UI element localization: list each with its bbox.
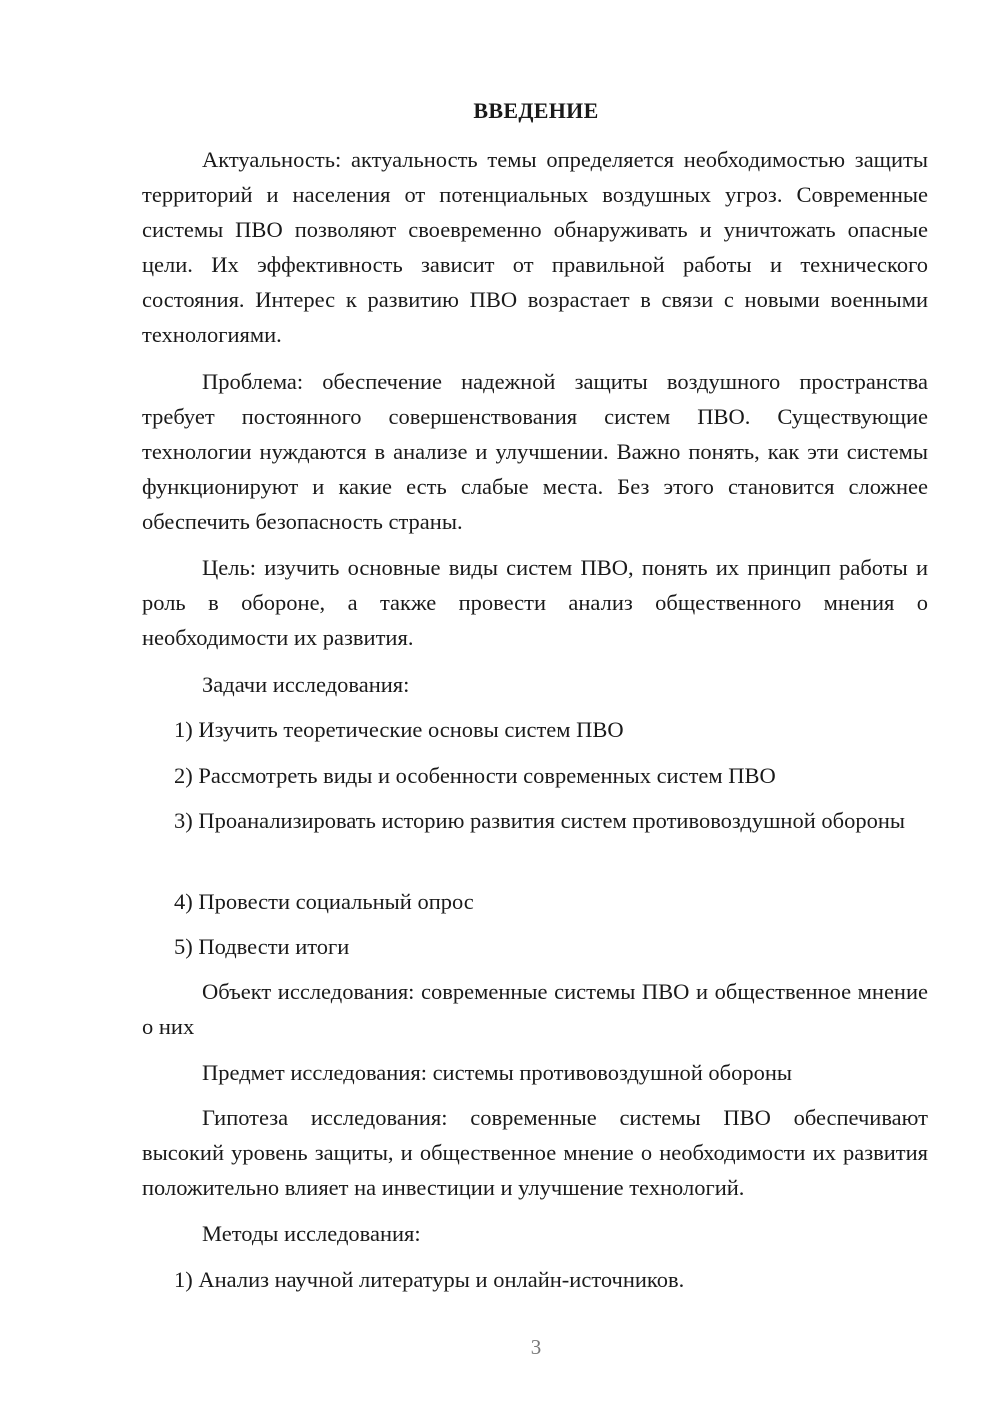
subject-paragraph: Предмет исследования: системы противовоздушной обороны bbox=[202, 1060, 793, 1085]
problem-paragraph: Проблема: обеспечение надежной защиты воздушного пространства требует постоянного совершенствования систем ПВО. Существующие технологии нуждаются в анализе и улучшении. Важно понять, как эти системы функционируют и какие есть слабые места. Без этого становится сложнее обеспечить безопасность страны. bbox=[142, 369, 928, 534]
tasks-heading: Задачи исследования: bbox=[202, 672, 410, 697]
object-paragraph: Объект исследования: современные системы ПВО и общественное мнение о них bbox=[142, 979, 928, 1039]
goal-paragraph: Цель: изучить основные виды систем ПВО, понять их принцип работы и роль в обороне, а также провести анализ общественного мнения о необходимости их развития. bbox=[142, 555, 928, 650]
page-title: ВВЕДЕНИЕ bbox=[473, 98, 599, 123]
task-item-1: 1) Изучить теоретические основы систем ПВО bbox=[174, 717, 624, 742]
page-number: 3 bbox=[530, 1335, 542, 1359]
task-item-4: 4) Провести социальный опрос bbox=[174, 889, 474, 914]
task-item-3: 3) Проанализировать историю развития систем противовоздушной обороны bbox=[174, 808, 905, 833]
task-item-2: 2) Рассмотреть виды и особенности современных систем ПВО bbox=[174, 763, 776, 788]
methods-heading: Методы исследования: bbox=[202, 1221, 421, 1246]
task-item-5: 5) Подвести итоги bbox=[174, 934, 350, 959]
hypothesis-paragraph: Гипотеза исследования: современные системы ПВО обеспечивают высокий уровень защиты, и общественное мнение о необходимости их развития положительно влияет на инвестиции и улучшение технологий. bbox=[142, 1105, 928, 1200]
method-item-1: 1) Анализ научной литературы и онлайн-источников. bbox=[174, 1267, 685, 1292]
relevance-paragraph: Актуальность: актуальность темы определяется необходимостью защиты территорий и населения от потенциальных воздушных угроз. Современные системы ПВО позволяют своевременно обнаруживать и уничтожать опасные цели. Их эффективность зависит от правильной работы и технического состояния. Интерес к развитию ПВО возрастает в связи с новыми военными технологиями. bbox=[142, 147, 928, 347]
